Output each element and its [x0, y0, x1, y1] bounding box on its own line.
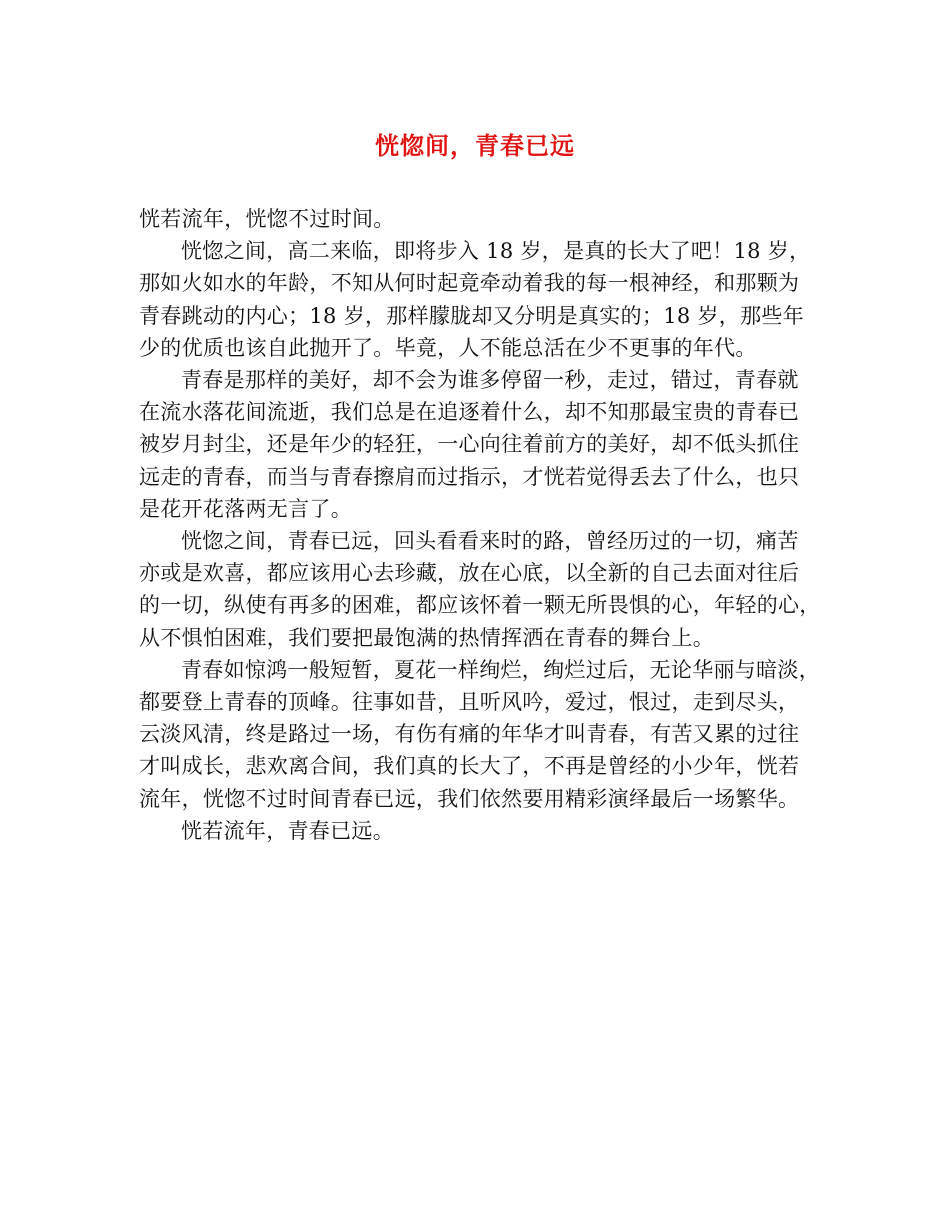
text-line: 云淡风清，终是路过一场，有伤有痛的年华才叫青春，有苦又累的过往 — [139, 722, 800, 747]
text-line: 那如火如水的年龄，不知从何时起竟牵动着我的每一根神经，和那颗为 — [139, 271, 800, 296]
text-line: 从不惧怕困难，我们要把最饱满的热情挥洒在青春的舞台上。 — [139, 625, 715, 650]
text-line: 都要登上青春的顶峰。往事如昔，且听风吟，爱过，恨过，走到尽头， — [139, 690, 800, 715]
text-line: 青春如惊鸿一般短暂，夏花一样绚烂，绚烂过后，无论华丽与暗淡， — [181, 657, 820, 682]
text-line: 青春跳动的内心；18 岁，那样朦胧却又分明是真实的；18 岁，那些年 — [139, 303, 804, 328]
text-line: 被岁月封尘，还是年少的轻狂，一心向往着前方的美好，却不低头抓住 — [139, 432, 800, 457]
text-line: 亦或是欢喜，都应该用心去珍藏，放在心底，以全新的自己去面对往后 — [139, 561, 800, 586]
text-line: 的一切，纵使有再多的困难，都应该怀着一颗无所畏惧的心，年轻的心， — [139, 593, 821, 618]
text-line: 青春是那样的美好，却不会为谁多停留一秒，走过，错过，青春就 — [181, 368, 799, 393]
text-line: 在流水落花间流逝，我们总是在追逐着什么，却不知那最宝贵的青春已 — [139, 400, 800, 425]
text-line: 恍惚之间，青春已远，回头看看来时的路，曾经历过的一切，痛苦 — [181, 529, 799, 554]
text-line: 恍若流年，青春已远。 — [181, 818, 394, 843]
text-line: 恍若流年，恍惚不过时间。 — [139, 207, 395, 231]
text-line: 少的优质也该自此抛开了。毕竟，人不能总活在少不更事的年代。 — [139, 335, 757, 360]
text-line: 才叫成长，悲欢离合间，我们真的长大了，不再是曾经的小少年，恍若 — [139, 754, 800, 779]
document-body — [139, 203, 819, 847]
text-line: 流年，恍惚不过时间青春已远，我们依然要用精彩演绎最后一场繁华。 — [139, 786, 800, 811]
text-line: 恍惚之间，高二来临，即将步入 18 岁，是真的长大了吧！18 岁， — [181, 239, 811, 264]
document-title: 恍惚间，青春已远 — [375, 131, 575, 160]
text-line: 是花开花落两无言了。 — [139, 496, 352, 521]
text-line: 远走的青春，而当与青春擦肩而过指示，才恍若觉得丢去了什么，也只 — [139, 464, 800, 489]
